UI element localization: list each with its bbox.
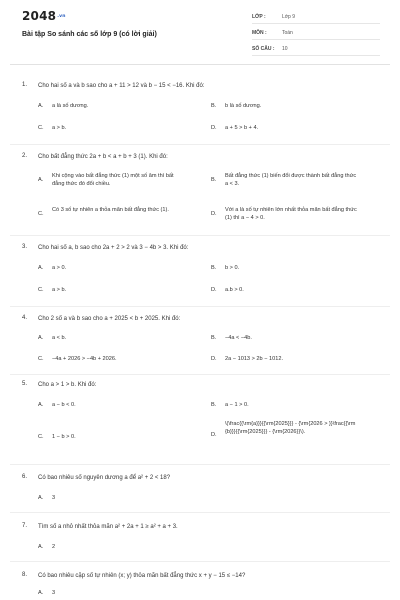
- question-number: 6.: [22, 474, 28, 480]
- meta-row-count: [252, 43, 380, 56]
- option-text: 2: [52, 544, 56, 550]
- option-letter: A.: [38, 335, 44, 341]
- option-letter: B.: [211, 177, 217, 183]
- option-text: a < b.: [52, 335, 67, 341]
- option-2a[interactable]: [38, 173, 187, 188]
- question-divider: [10, 464, 390, 465]
- header-divider: [10, 64, 390, 65]
- option-text: Khi cộng vào bất đẳng thức (1) một số âm thì bất đẳng thức đó đổi chiều.: [52, 173, 174, 187]
- option-letter: A.: [38, 590, 44, 596]
- option-letter: D.: [211, 356, 217, 362]
- question-text: Cho hai số a, b sao cho 2a + 2 > 2 và 3 − 4b > 3. Khi đó:: [38, 245, 189, 251]
- option-5d[interactable]: [211, 421, 365, 440]
- option-2d[interactable]: [211, 207, 360, 222]
- question-number: 1.: [22, 82, 28, 88]
- option-letter: C.: [38, 125, 44, 131]
- question-number: 3.: [22, 244, 28, 250]
- question-divider: [10, 374, 390, 375]
- question-number: 8.: [22, 572, 28, 578]
- option-4a[interactable]: [38, 335, 187, 343]
- meta-label: MÔN :: [252, 30, 267, 36]
- option-7a[interactable]: [38, 544, 187, 552]
- question-divider: [10, 235, 390, 236]
- question-divider: [10, 561, 390, 562]
- option-text: b là số dương.: [225, 103, 262, 109]
- option-3d[interactable]: [211, 287, 360, 295]
- option-letter: A.: [38, 402, 44, 408]
- question-text: Cho bất đẳng thức 2a + b < a + b + 3 (1). Khi đó:: [38, 154, 168, 160]
- option-letter: D.: [211, 432, 217, 438]
- option-2b[interactable]: [211, 173, 360, 188]
- option-letter: C.: [38, 434, 44, 440]
- question-text: Có bao nhiêu số nguyên dương a để a² + 2 < 18?: [38, 475, 171, 481]
- logo-main: 2048: [22, 9, 57, 23]
- meta-row-grade: [252, 11, 380, 24]
- question-number: 4.: [22, 315, 28, 321]
- option-8a[interactable]: [38, 590, 187, 598]
- logo-suffix: .vn: [57, 14, 66, 19]
- option-text: Có 3 số tự nhiên a thỏa mãn bất đẳng thức (1).: [52, 207, 169, 213]
- option-text: a là số dương.: [52, 103, 89, 109]
- option-letter: B.: [211, 402, 217, 408]
- option-letter: C.: [38, 211, 44, 217]
- option-letter: C.: [38, 287, 44, 293]
- option-text: 3: [52, 495, 56, 501]
- option-5b[interactable]: [211, 402, 360, 410]
- option-text: 3: [52, 590, 56, 596]
- option-letter: C.: [38, 356, 44, 362]
- option-5a[interactable]: [38, 402, 187, 410]
- meta-label: SỐ CÂU :: [252, 46, 275, 52]
- question-divider: [10, 144, 390, 145]
- document-meta: [252, 11, 380, 59]
- question-number: 7.: [22, 523, 28, 529]
- option-letter: B.: [211, 103, 217, 109]
- question-divider: [10, 512, 390, 513]
- option-letter: B.: [211, 265, 217, 271]
- option-letter: A.: [38, 177, 44, 183]
- question-text: Cho hai số a và b sao cho a + 11 > 12 và b − 15 < −16. Khi đó:: [38, 83, 205, 89]
- meta-label: LỚP :: [252, 14, 266, 20]
- question-number: 2.: [22, 153, 28, 159]
- meta-value: 10: [282, 46, 288, 52]
- option-text: 1 − b > 0.: [52, 434, 76, 440]
- option-text: Bất đẳng thức (1) biến đổi được thành bất đẳng thức a < 3.: [225, 173, 357, 187]
- option-4c[interactable]: [38, 356, 187, 364]
- option-letter: A.: [38, 544, 44, 550]
- option-letter: D.: [211, 211, 217, 217]
- option-5c[interactable]: [38, 434, 187, 442]
- page-header: [0, 0, 400, 62]
- option-3a[interactable]: [38, 265, 187, 273]
- option-text: Với a là số tự nhiên lớn nhất thỏa mãn bất đẳng thức (1) thì a − 4 > 0.: [225, 207, 357, 221]
- option-4d[interactable]: [211, 356, 360, 364]
- option-text: b > 0.: [225, 265, 240, 271]
- document-title: Bài tập So sánh các số lớp 9 (có lời giải): [22, 31, 157, 38]
- question-text: Tìm số a nhỏ nhất thỏa mãn a² + 2a + 1 ≥ a² + a + 3.: [38, 524, 178, 530]
- option-text: a > b.: [52, 287, 67, 293]
- option-4b[interactable]: [211, 335, 360, 343]
- option-1d[interactable]: [211, 125, 360, 133]
- option-letter: D.: [211, 125, 217, 131]
- option-text: a − 1 > 0.: [225, 402, 249, 408]
- option-letter: A.: [38, 103, 44, 109]
- option-1a[interactable]: [38, 103, 187, 111]
- option-text: 2a − 1013 > 2b − 1012.: [225, 356, 284, 362]
- option-letter: D.: [211, 287, 217, 293]
- site-logo[interactable]: [22, 9, 66, 23]
- option-6a[interactable]: [38, 495, 187, 503]
- option-text: −4a + 2026 > −4b + 2026.: [52, 356, 117, 362]
- option-text: \(\frac{{\rm{a}}}{{\rm{2025}}} - {\rm{2026 > }}\frac{{\rm{b}}}{{\rm{2025}}} - {\rm{2026}}\).: [225, 421, 356, 435]
- option-text: a + 5 > b + 4.: [225, 125, 259, 131]
- option-3c[interactable]: [38, 287, 187, 295]
- option-1c[interactable]: [38, 125, 187, 133]
- question-text: Có bao nhiêu cặp số tự nhiên (x; y) thỏa mãn bất đẳng thức x + y − 15 ≤ −14?: [38, 573, 246, 579]
- meta-value: Lớp 9: [282, 14, 296, 20]
- question-divider: [10, 306, 390, 307]
- option-2c[interactable]: [38, 207, 187, 219]
- option-letter: B.: [211, 335, 217, 341]
- option-1b[interactable]: [211, 103, 360, 111]
- option-text: −4a < −4b.: [225, 335, 252, 341]
- option-text: a > b.: [52, 125, 67, 131]
- option-letter: A.: [38, 495, 44, 501]
- question-text: Cho 2 số a và b sao cho a + 2025 < b + 2025. Khi đó:: [38, 316, 181, 322]
- question-text: Cho a > 1 > b. Khi đó:: [38, 382, 97, 388]
- meta-row-subject: [252, 27, 380, 40]
- meta-value: Toán: [282, 30, 293, 36]
- option-text: a.b > 0.: [225, 287, 244, 293]
- option-text: a − b < 0.: [52, 402, 76, 408]
- option-3b[interactable]: [211, 265, 360, 273]
- option-text: a > 0.: [52, 265, 67, 271]
- option-letter: A.: [38, 265, 44, 271]
- question-number: 5.: [22, 381, 28, 387]
